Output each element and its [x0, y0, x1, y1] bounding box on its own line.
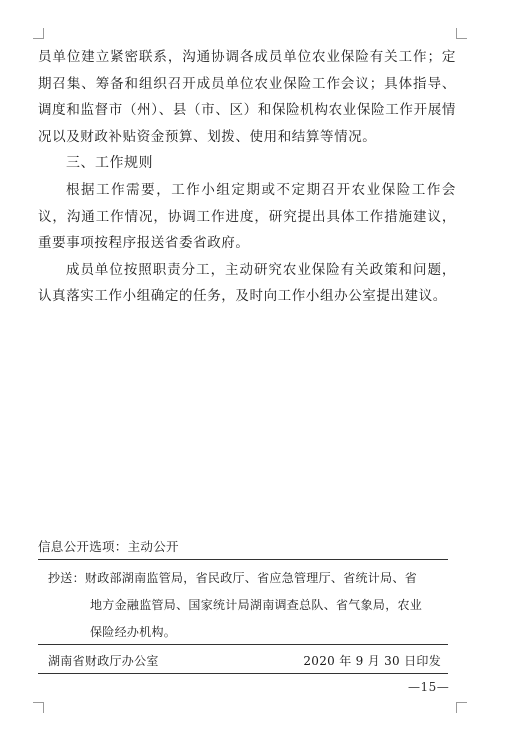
crop-mark-top-right	[456, 28, 467, 39]
crop-mark-top-left	[33, 28, 44, 39]
print-date: 2020 年 9 月 30 日印发	[303, 654, 441, 668]
document-body	[38, 44, 456, 310]
crop-mark-bottom-right	[456, 702, 467, 713]
cc-line-text: 地方金融监管局、国家统计局湖南调查总队、省气象局，农业	[90, 598, 423, 612]
text-line: 员单位建立紧密联系，沟通协调各成员单位农业保险有关工作；	[38, 49, 442, 65]
text-line: 成员单位按照职责分工，主动研究农业保险有关政策和问	[66, 261, 428, 278]
section-heading-work-rules: 三、工作规则	[66, 155, 153, 171]
divider-top	[38, 559, 448, 560]
paragraph-meetings	[38, 177, 456, 257]
text-line: 险工作开展情况以及财政补贴资金预算、划拨、使用和结算等	[38, 102, 456, 145]
cc-label: 抄送：	[48, 571, 85, 585]
cc-recipients	[48, 565, 448, 646]
text-line: 根据工作需要，工作小组定期或不定期召开农业保险工作	[66, 182, 442, 198]
paragraph-member-duties	[38, 257, 456, 310]
text-line: 题，认真落实工作小组确定的任务，及时向工作小组办公室提	[38, 261, 457, 304]
crop-mark-bottom-left	[33, 702, 44, 713]
issuing-office: 湖南省财政厅办公室	[48, 654, 159, 668]
paragraph-duties-continued	[38, 44, 456, 150]
cc-line-text: 财政部湖南监管局，省民政厅、省应急管理厅、省统计局、省	[84, 571, 418, 585]
text-line: 建议，重要事项按程序报送省委省政府。	[38, 208, 456, 251]
info-disclosure-option: 信息公开选项：主动公开	[38, 539, 179, 554]
text-line: 情况。	[334, 128, 377, 145]
cc-line-text: 保险经办机构。	[90, 625, 177, 639]
divider-bottom	[38, 673, 448, 674]
text-line: 定期召集、筹备和组织召开成员单位农业保险工作会议；具体	[38, 49, 456, 92]
text-line: 指导、调度和监督市（州）、县（市、区）和保险机构农业保	[38, 75, 456, 118]
text-line: 出建议。	[390, 288, 447, 304]
cc-first-line	[48, 565, 448, 592]
page-number: —15—	[408, 680, 450, 694]
divider-middle	[38, 644, 448, 645]
text-line: 会议，沟通工作情况，协调工作进度，研究提出具体工作措施	[38, 182, 456, 225]
